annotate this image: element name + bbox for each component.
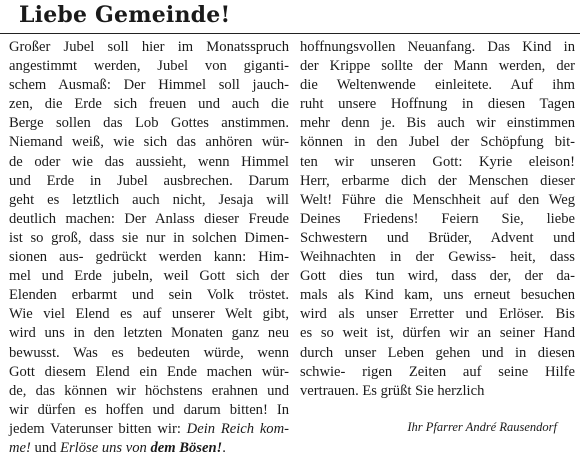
body-line: mel und Erde jubeln, weil Gott sich der: [9, 268, 289, 285]
body-line: vertrauen. Es grüßt Sie herzlich: [300, 382, 485, 399]
body-line: schwie- rigen Zeiten auf seine Hilfe: [300, 363, 575, 380]
prayer-quote-1-end: me!: [9, 439, 31, 456]
body-line: mals als Kind kam, uns erneut besuchen: [300, 287, 575, 304]
body-line: ist so groß, dass sie nur in solchen Dimen-: [9, 229, 289, 246]
body-line: durch unser Leben gehen und in diesen: [300, 344, 575, 361]
page-title: Liebe Gemeinde!: [19, 2, 231, 28]
left-column: [9, 38, 289, 458]
body-line: und Erde in Jubel ausbrechen. Darum: [9, 172, 289, 189]
body-line: Gott diesem Elend ein Ende machen wür-: [9, 363, 289, 380]
body-line: geht es letztlich auch nicht, Jesaja will: [9, 191, 289, 208]
body-line: hoffnungsvollen Neuanfang. Das Kind in: [300, 39, 575, 55]
body-line: Niemand weiß, wie sich das anhören wür-: [9, 134, 289, 151]
body-line: wird als unser Erretter und Erlöser. Bis: [300, 306, 575, 323]
body-line: deutlich machen: Der Anlass dieser Freude: [9, 210, 289, 227]
body-line: Großer Jubel soll hier im Monatsspruch: [9, 39, 289, 55]
body-line: Gott dies tun wird, dass der, der da-: [300, 268, 575, 285]
body-line: angestimmt werden, Jubel von giganti-: [9, 58, 289, 75]
body-line: zen, die Erde sich freuen und auch die: [9, 96, 289, 113]
prayer-period: .: [222, 439, 226, 456]
body-line: können in den Jubel der Schöpfung bit-: [300, 134, 575, 151]
body-line: es so weit ist, dürfen wir an seiner Hand: [300, 325, 575, 342]
body-line: de, das können wir höchstens erahnen und: [9, 382, 289, 399]
body-line: wird uns in den letzten Monaten ganz neu: [9, 325, 289, 342]
body-line: Deines Friedens! Feiern Sie, liebe: [300, 210, 575, 227]
body-line: Berge sollen das Lob Gottes anstimmen.: [9, 115, 289, 132]
body-line: Elenden erbarmt und sein Volk tröstet.: [9, 287, 289, 304]
body-line: Herr, erbarme dich der Menschen dieser: [300, 172, 575, 189]
body-line: Schwestern und Brüder, Advent und: [300, 229, 575, 246]
body-line: bewusst. Was es bedeuten würde, wenn: [9, 344, 289, 361]
prayer-and: und: [30, 439, 61, 456]
body-line: Welt! Führe die Menschheit auf den Weg: [300, 191, 575, 208]
body-line: ruht unsere Hoffnung in diesen Tagen: [300, 96, 575, 113]
prayer-quote-1: Dein Reich kom-: [186, 420, 289, 437]
prayer-intro-text: jedem Vaterunser bitten wir:: [9, 420, 187, 437]
body-line: de oder wie das aussieht, wenn Himmel: [9, 153, 289, 170]
body-line: Weihnachten in der Gewiss- heit, dass: [300, 249, 575, 266]
right-column: [300, 38, 575, 437]
prayer-quote-2-bold: dem Bösen!: [150, 439, 223, 456]
body-line: der Krippe sollte der Mann werden, der: [300, 58, 575, 75]
body-line: schem Ausmaß: Der Himmel soll jauch-: [9, 77, 289, 94]
body-line: mehr denn je. Bis auch wir einstimmen: [300, 115, 575, 132]
body-line: Wie viel Elend es auf unserer Welt gibt,: [9, 306, 289, 323]
body-line: die Weltenwende einleitete. Auf ihm: [300, 77, 575, 94]
body-line-prayer: [9, 420, 289, 439]
body-line: ten wir unseren Gott: Kyrie eleison!: [300, 153, 575, 170]
body-line: wir dürfen es hoffen und darum bitten! In: [9, 401, 289, 418]
body-line-prayer-end: [9, 439, 289, 458]
body-line: sionen aus- gedrückt werden kann: Him-: [9, 249, 289, 266]
signature: Ihr Pfarrer André Rausendorf: [407, 419, 557, 434]
title-divider: [0, 33, 580, 34]
prayer-quote-2: Erlöse uns von: [60, 439, 151, 456]
